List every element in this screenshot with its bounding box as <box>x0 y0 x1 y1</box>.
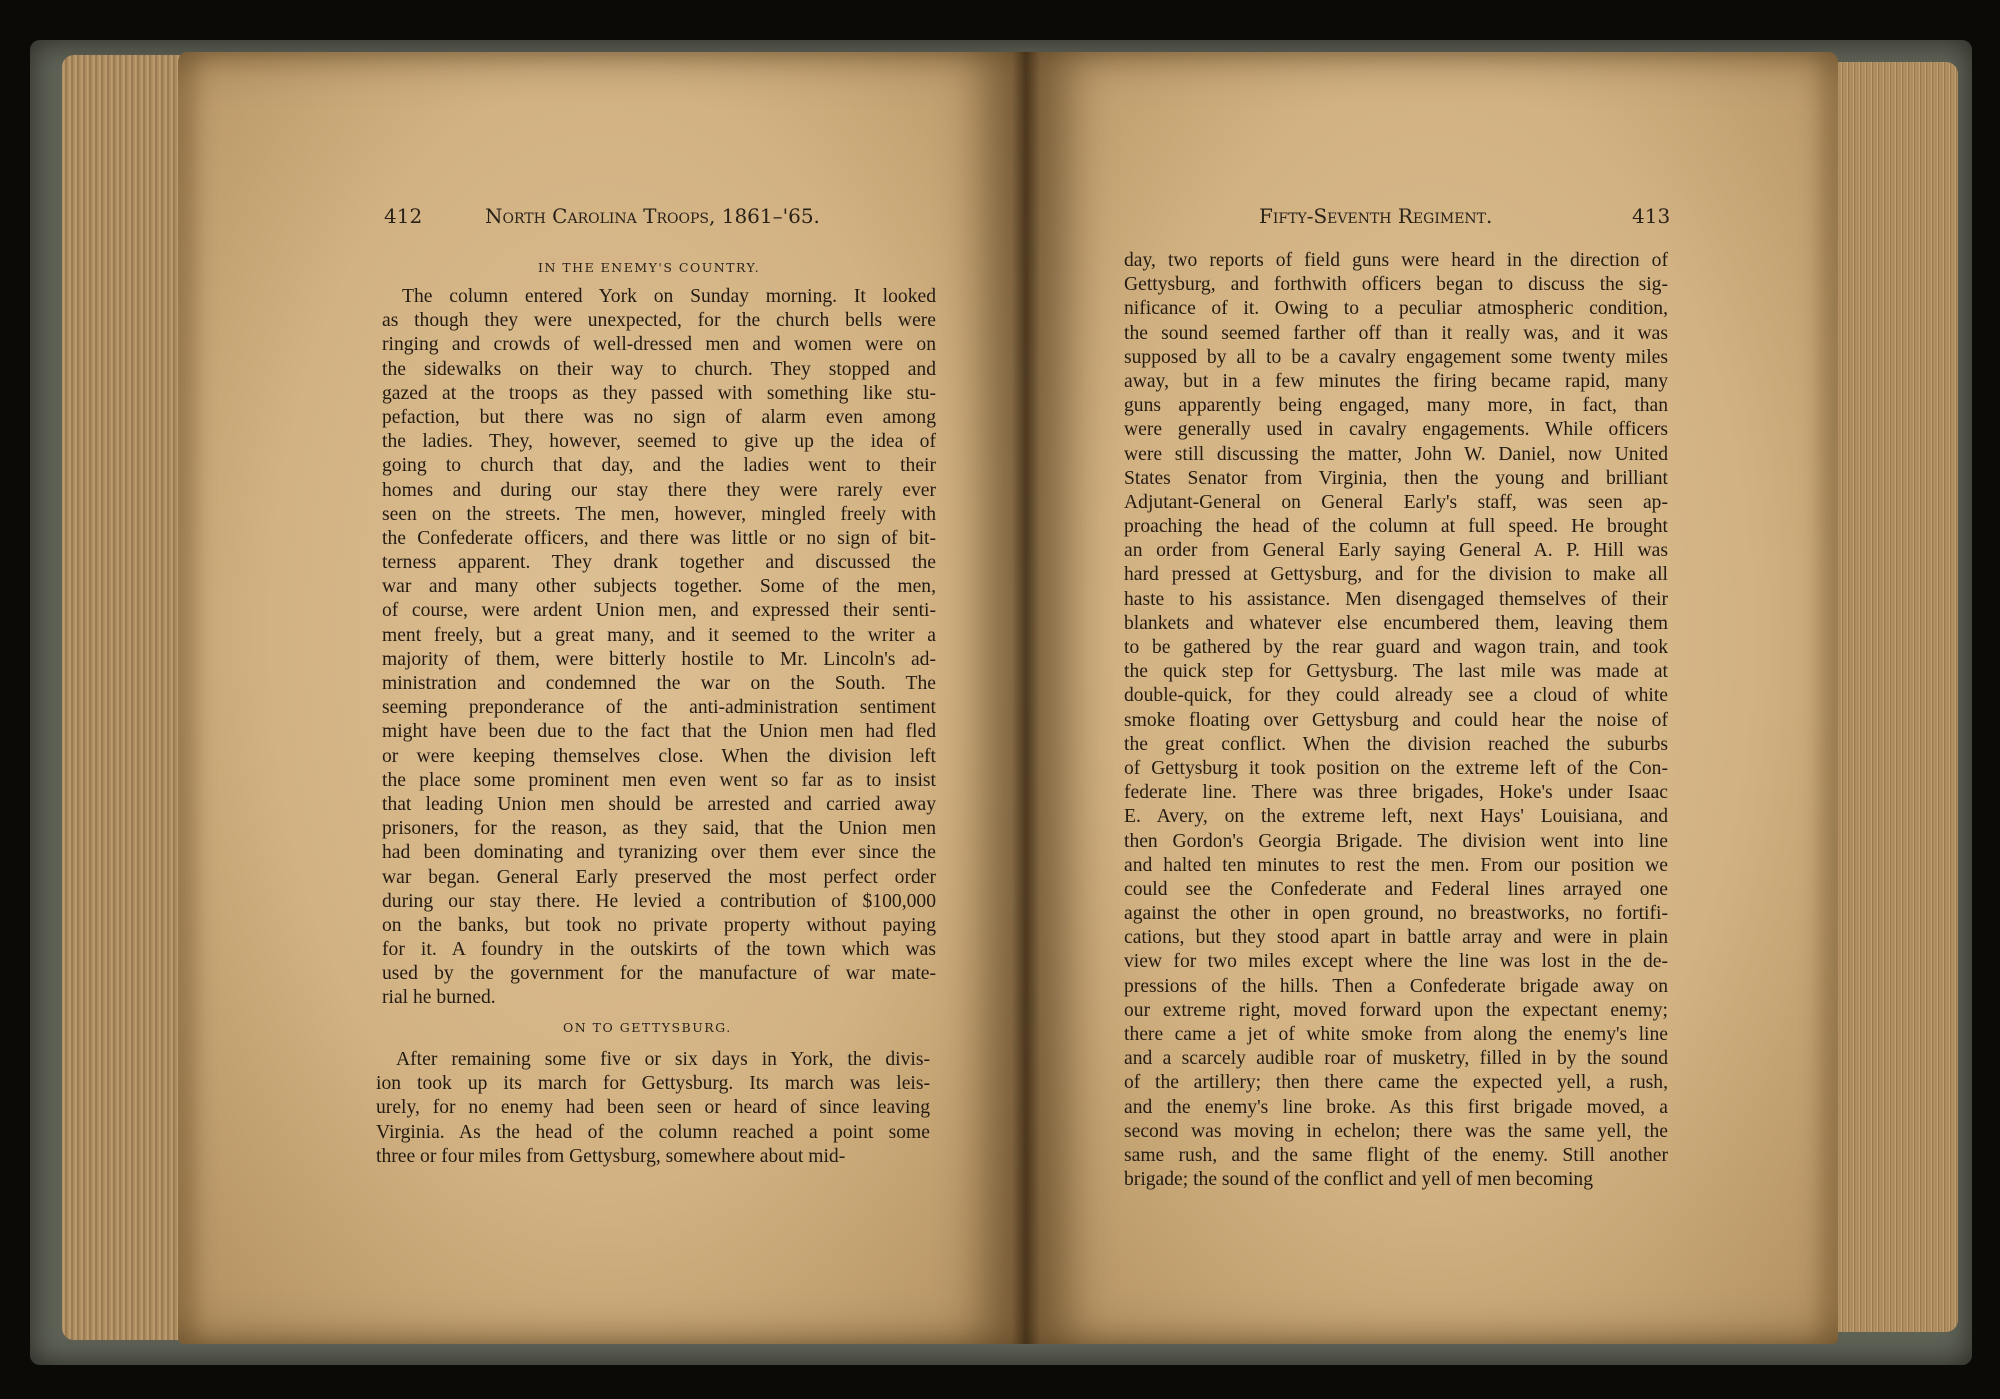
text-line: ment freely, but a great many, and it seemed to the writer a <box>382 624 936 646</box>
section-heading-on-to-gettysburg: ON TO GETTYSBURG. <box>563 1020 732 1035</box>
text-line: ion took up its march for Gettysburg. Its march was leis- <box>376 1073 930 1095</box>
text-line: day, two reports of field guns were heard in the direction of <box>1124 250 1668 271</box>
text-line: gazed at the troops as they passed with something like stu- <box>382 382 936 404</box>
text-line: on the banks, but took no private property without paying <box>382 914 936 936</box>
text-line: second was moving in echelon; there was the same yell, the <box>1124 1120 1668 1142</box>
text-line: against the other in open ground, no breastworks, no fortifi- <box>1124 903 1668 925</box>
text-line: the sound seemed farther off than it really was, and it was <box>1124 322 1668 344</box>
text-line: the place some prominent men even went so far as to insist <box>382 769 936 791</box>
text-line: and halted ten minutes to rest the men. From our position we <box>1124 854 1668 876</box>
right-page-number: 413 <box>1632 204 1671 228</box>
text-line: homes and during our stay there they were rarely ever <box>382 479 936 501</box>
text-line: could see the Confederate and Federal lines arrayed one <box>1124 878 1668 900</box>
book-gutter <box>1012 52 1040 1344</box>
text-line: then Gordon's Georgia Brigade. The division went into line <box>1124 830 1668 852</box>
text-line: three or four miles from Gettysburg, somewhere about mid- <box>376 1145 846 1167</box>
text-line: majority of them, were bitterly hostile to Mr. Lincoln's ad- <box>382 648 936 670</box>
text-line: war began. General Early preserved the most perfect order <box>382 866 936 888</box>
text-line: Virginia. As the head of the column reached a point some <box>376 1121 930 1143</box>
text-line: the quick step for Gettysburg. The last mile was made at <box>1124 661 1668 683</box>
text-line: and a scarcely audible roar of musketry, filled in by the sound <box>1124 1048 1668 1070</box>
text-line: States Senator from Virginia, then the young and brilliant <box>1124 467 1668 489</box>
text-line: E. Avery, on the extreme left, next Hays' Louisiana, and <box>1124 806 1668 828</box>
text-line: prisoners, for the reason, as they said, that the Union men <box>382 818 936 840</box>
text-line: the ladies. They, however, seemed to give up the idea of <box>382 431 936 453</box>
left-paragraph-2 <box>376 1048 930 1169</box>
text-line: the great conflict. When the division reached the suburbs <box>1124 733 1668 755</box>
section-heading-enemys-country: IN THE ENEMY'S COUNTRY. <box>538 260 761 275</box>
text-line: seeming preponderance of the anti-administration sentiment <box>382 697 936 719</box>
text-line: an order from General Early saying General A. P. Hill was <box>1124 540 1668 562</box>
text-line: pefaction, but there was no sign of alarm even among <box>382 406 936 428</box>
text-line: war and many other subjects together. Some of the men, <box>382 576 936 598</box>
text-line: used by the government for the manufacture of war mate- <box>382 963 936 985</box>
text-line: blankets and whatever else encumbered them, leaving them <box>1124 612 1668 634</box>
text-line: supposed by all to be a cavalry engagement some twenty miles <box>1124 346 1668 368</box>
text-line: the sidewalks on their way to church. They stopped and <box>382 358 936 380</box>
text-line: of course, were ardent Union men, and expressed their senti- <box>382 600 936 622</box>
text-line: our extreme right, moved forward upon the expectant enemy; <box>1124 999 1668 1021</box>
text-line: of Gettysburg it took position on the extreme left of the Con- <box>1124 757 1668 779</box>
text-line: urely, for no enemy had been seen or heard of since leaving <box>376 1097 930 1119</box>
text-line: After remaining some five or six days in York, the divis- <box>396 1049 930 1070</box>
text-line: during our stay there. He levied a contribution of $100,000 <box>382 890 936 912</box>
text-line: ringing and crowds of well-dressed men and women were on <box>382 334 936 356</box>
text-line: were still discussing the matter, John W. Daniel, now United <box>1124 443 1668 465</box>
text-line: smoke floating over Gettysburg and could hear the noise of <box>1124 709 1668 731</box>
text-line: Gettysburg, and forthwith officers began to discuss the sig- <box>1124 274 1668 296</box>
text-line: to be gathered by the rear guard and wagon train, and took <box>1124 637 1668 658</box>
text-line: the Confederate officers, and there was little or no sign of bit- <box>382 527 936 549</box>
text-line: had been dominating and tyranizing over them ever since the <box>382 842 936 864</box>
page-edges-right <box>1830 62 1958 1332</box>
text-line: federate line. There was three brigades, Hoke's under Isaac <box>1124 782 1668 804</box>
text-line: seen on the streets. The men, however, mingled freely with <box>382 503 936 525</box>
text-line: there came a jet of white smoke from along the enemy's line <box>1124 1024 1668 1045</box>
left-paragraph-1 <box>382 285 936 1011</box>
text-line: ministration and condemned the war on the South. The <box>382 673 936 694</box>
text-line: or were keeping themselves close. When the division left <box>382 745 936 767</box>
text-line: double-quick, for they could already see a cloud of white <box>1124 685 1668 707</box>
text-line: hard pressed at Gettysburg, and for the division to make all <box>1124 564 1668 586</box>
text-line: same rush, and the same flight of the enemy. Still another <box>1124 1144 1668 1166</box>
text-line: proaching the head of the column at full speed. He brought <box>1124 516 1668 538</box>
text-line: that leading Union men should be arrested and carried away <box>382 793 936 815</box>
right-page-text <box>1124 249 1668 1192</box>
text-line: cations, but they stood apart in battle array and were in plain <box>1124 927 1668 949</box>
right-running-head: Fifty-Seventh Regiment. <box>1259 204 1493 228</box>
left-page-number: 412 <box>384 204 423 228</box>
text-line: haste to his assistance. Men disengaged themselves of their <box>1124 588 1668 610</box>
text-line: terness apparent. They drank together and discussed the <box>382 552 936 574</box>
text-line: Adjutant-General on General Early's staff, was seen ap- <box>1124 491 1668 513</box>
text-line: might have been due to the fact that the Union men had fled <box>382 721 936 743</box>
text-line: guns apparently being engaged, many more, in fact, than <box>1124 395 1668 417</box>
text-line: and the enemy's line broke. As this first brigade moved, a <box>1124 1096 1668 1118</box>
left-running-head: North Carolina Troops, 1861–'65. <box>485 204 820 228</box>
text-line: nificance of it. Owing to a peculiar atmospheric condition, <box>1124 298 1668 320</box>
text-line: brigade; the sound of the conflict and yell of men becoming <box>1124 1169 1594 1191</box>
text-line: going to church that day, and the ladies went to their <box>382 455 936 477</box>
text-line: were generally used in cavalry engagements. While officers <box>1124 419 1668 441</box>
text-line: pressions of the hills. Then a Confederate brigade away on <box>1124 975 1668 997</box>
text-line: away, but in a few minutes the firing became rapid, many <box>1124 370 1668 392</box>
text-line: of the artillery; then there came the expected yell, a rush, <box>1124 1072 1668 1094</box>
page-edges-left <box>62 55 192 1340</box>
text-line: rial he burned. <box>382 987 496 1009</box>
text-line: The column entered York on Sunday morning. It looked <box>402 286 936 307</box>
text-line: for it. A foundry in the outskirts of the town which was <box>382 939 936 961</box>
text-line: view for two miles except where the line was lost in the de- <box>1124 951 1668 973</box>
text-line: as though they were unexpected, for the church bells were <box>382 310 936 332</box>
